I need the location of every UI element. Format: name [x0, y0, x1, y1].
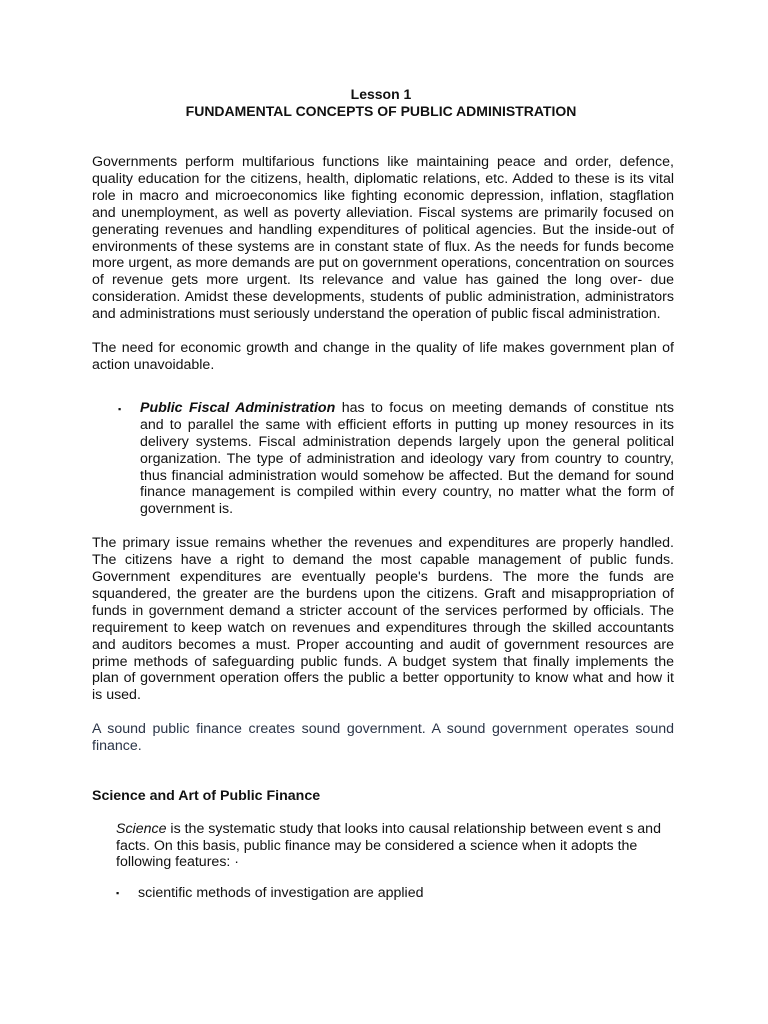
- lesson-label: Lesson 1: [350, 86, 412, 102]
- bullet-lead-term: Public Fiscal Administration: [140, 399, 336, 416]
- document-page: [92, 86, 674, 901]
- paragraph-economic-growth: The need for economic growth and change in the quality of life makes government plan of action unavoidable.: [92, 340, 674, 373]
- sub-bullet-scientific-methods: [116, 885, 674, 902]
- bullet-public-fiscal-administration: [92, 400, 674, 518]
- title-block: [88, 86, 674, 120]
- sub-bullet-text: scientific methods of investigation are applied: [138, 884, 424, 901]
- section-heading: Science and Art of Public Finance: [92, 788, 321, 805]
- science-definition: [116, 821, 676, 871]
- document-title: FUNDAMENTAL CONCEPTS OF PUBLIC ADMINISTRATION: [185, 103, 577, 119]
- paragraph-intro: Governments perform multifarious functions like maintaining peace and order, defence, quality education for the citizens, health, diplomatic relations, etc. Added to these is its vital role in macro and microeconomics like fighting economic depression, inflation, stagflation and unemployment, as well as poverty alleviation. Fiscal systems are primarily focused on generating revenues and handling expenditures of political agencies. But the inside-out of environments of these systems are in constant state of flux. As the needs for funds become more urgent, as more demands are put on government operations, concentration on sources of revenue gets more urgent. Its relevance and value has gained the long over- due consideration. Amidst these developments, students of public administration, administrators and administrations must seriously understand the operation of public fiscal administration.: [92, 154, 674, 323]
- science-body: is the systematic study that looks into causal relationship between event s and facts. On this basis, public finance may be considered a science when it adopts the following features: ·: [116, 821, 661, 871]
- square-bullet-icon: ▪: [116, 887, 120, 898]
- paragraph-primary-issue: The primary issue remains whether the revenues and expenditures are properly handled. The citizens have a right to demand the most capable management of public funds. Government expenditures are eventually people's burdens. The more the funds are squandered, the greater are the burdens upon the citizens. Graft and misappropriation of funds in government demand a stricter account of the services performed by officials. The requirement to keep watch on revenues and expenditures through the skilled accountants and auditors becomes a must. Proper accounting and audit of government resources are prime methods of safeguarding public funds. A budget system that finally implements the plan of government operation offers the public a better opportunity to know what and how it is used.: [92, 535, 674, 704]
- square-bullet-icon: ▪: [118, 403, 122, 414]
- science-lead-term: Science: [116, 821, 167, 838]
- paragraph-sound-finance: A sound public finance creates sound government. A sound government operates sound finance.: [92, 721, 674, 755]
- bullet-body: has to focus on meeting demands of constitue nts and to parallel the same with efficient efforts in putting up money resources in its delivery systems. Fiscal administration depends largely upon the general political organization. The type of administration and ideology vary from country to country, thus financial administration would somehow be affected. But the demand for sound finance management is compiled within every country, no matter what the form of government is.: [140, 399, 674, 518]
- bullet-text: [140, 400, 674, 518]
